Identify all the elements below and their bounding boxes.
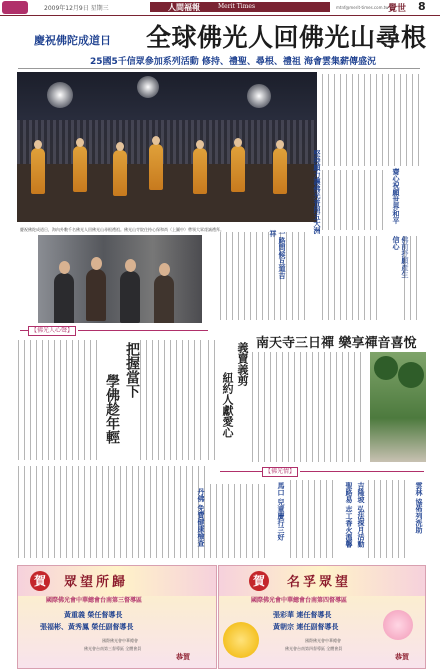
story-text-column bbox=[18, 340, 100, 460]
ad-org: 國際佛光會中華總會台南第四督導區 bbox=[251, 597, 348, 604]
flower-decoration bbox=[383, 610, 413, 640]
monastic-figure bbox=[113, 150, 127, 196]
monastic-figure bbox=[31, 148, 45, 194]
photo-caption: 慶祝佛陀成道日，海內外數千名佛光人回佛光山尋根禮祖。佛光山寺院住持心保和尚（上圖中）帶領大眾虔誠禮拜。 bbox=[20, 227, 224, 232]
ad-names-1: 張彩華 連任督導長 bbox=[273, 611, 332, 619]
masthead-rule bbox=[0, 15, 440, 16]
monastic-figure bbox=[231, 146, 245, 192]
center-headline-1: 義賣義剪 bbox=[236, 342, 249, 386]
lower-headline-4: 吉隆坡 弘法探月活動 bbox=[357, 482, 365, 548]
left-headline-1: 把握當下 bbox=[124, 342, 140, 398]
ad-names-2: 黃朝宗 連任副督導長 bbox=[273, 623, 339, 631]
section-tag-feeling: 【佛光情】 bbox=[262, 467, 298, 477]
story-text-column bbox=[322, 236, 382, 320]
tag-rule bbox=[220, 471, 262, 472]
side-headline-2: 堅持願力讓佛光普照五大洲 bbox=[313, 150, 321, 234]
story-text-column bbox=[210, 484, 268, 558]
attendee-figure bbox=[54, 273, 74, 323]
nantien-headline: 南天寺三日禪 樂享禪音喜悅 bbox=[256, 336, 417, 351]
ceiling-light bbox=[247, 84, 271, 108]
tag-rule bbox=[78, 330, 208, 331]
attendee-figure bbox=[86, 269, 106, 321]
brand-name: 人間福報 bbox=[168, 2, 200, 12]
tree-canopy bbox=[398, 362, 424, 388]
he-seal: 賀 bbox=[30, 571, 50, 591]
lower-headline-1: 丹佛 免費健康檢查 bbox=[197, 488, 205, 547]
story-text-column bbox=[290, 480, 336, 558]
masthead bbox=[0, 0, 440, 16]
tag-rule bbox=[300, 471, 424, 472]
story-text-column bbox=[140, 340, 206, 460]
flower-decoration bbox=[223, 622, 259, 658]
left-headline-2: 學佛趁年輕 bbox=[104, 374, 120, 444]
kicker: 慶祝佛陀成道日 bbox=[34, 34, 111, 47]
tree-canopy bbox=[374, 356, 398, 380]
lower-headline-2: 馬口 兒童慶行三好 bbox=[277, 482, 285, 541]
story-text-column bbox=[404, 236, 422, 320]
ceiling-light bbox=[47, 82, 73, 108]
story-text-column bbox=[18, 466, 206, 558]
ad-title: 名孚眾望 bbox=[287, 575, 352, 590]
he-seal: 賀 bbox=[249, 571, 269, 591]
center-headline-2: 紐約人獻愛心 bbox=[221, 372, 234, 438]
audience-crowd bbox=[17, 120, 317, 164]
tag-rule bbox=[20, 330, 28, 331]
congratulation-ad-right bbox=[218, 565, 426, 669]
stage-floor bbox=[17, 164, 317, 222]
issue-date: 2009年12月9日 星期三 bbox=[44, 5, 109, 12]
lower-headline-5: 雲林 協佈列洗助 bbox=[415, 482, 423, 534]
brand-name-en: Merit Times bbox=[218, 3, 256, 10]
ceremony-photo bbox=[17, 72, 317, 222]
congratulation-ad-left bbox=[17, 565, 217, 669]
story-text-column bbox=[252, 352, 364, 462]
story-text-column bbox=[368, 480, 408, 558]
ad-gong: 恭賀 bbox=[176, 653, 190, 661]
ad-title: 眾望所歸 bbox=[64, 575, 129, 590]
main-headline: 全球佛光人回佛光山尋根 bbox=[146, 23, 427, 52]
ad-fine-1: 國際佛光會中華總會 bbox=[305, 638, 341, 643]
ad-fine-1: 國際佛光會中華總會 bbox=[102, 638, 138, 643]
contact-email: mtnf@merit-times.com.tw bbox=[336, 5, 389, 10]
ad-fine-2: 佛光會台南第三督導區 全體會員 bbox=[84, 646, 142, 651]
sub-headline: 25國5千信眾參加系列活動 修持、禮聖、尋根、禮祖 海會雲集薪傳盛況 bbox=[90, 57, 377, 67]
section-tag-voices: 【佛光人心聲】 bbox=[28, 326, 76, 336]
monastic-figure bbox=[273, 148, 287, 194]
attendee-figure bbox=[154, 275, 174, 323]
story-text-column bbox=[220, 232, 308, 320]
ad-fine-2: 佛光會台南第四督導區 全體會員 bbox=[285, 646, 343, 651]
headline-rule bbox=[18, 68, 420, 69]
monastic-figure bbox=[193, 148, 207, 194]
ad-org: 國際佛光會中華總會台南第三督導區 bbox=[46, 597, 143, 604]
page-number: 8 bbox=[418, 0, 426, 13]
greeting-photo bbox=[38, 235, 202, 323]
ceiling-light bbox=[137, 76, 159, 98]
story-text-column bbox=[208, 340, 220, 460]
side-headline-3: 一路問候互道吉祥 bbox=[269, 230, 286, 279]
ad-names-1: 黃重義 榮任督導長 bbox=[64, 611, 123, 619]
story-text-column bbox=[322, 74, 420, 166]
section-name: 覺世 bbox=[388, 4, 407, 14]
ad-names-2: 張福彬、黃秀鳳 榮任副督導長 bbox=[40, 623, 134, 631]
side-headline-1: 齋心祝願世界和平 bbox=[392, 168, 400, 224]
newspaper-logo bbox=[2, 1, 28, 14]
meditation-retreat-photo bbox=[370, 352, 426, 462]
ad-gong: 恭賀 bbox=[395, 653, 409, 661]
monastic-figure bbox=[149, 144, 163, 190]
story-text-column bbox=[322, 170, 384, 230]
monastic-figure bbox=[73, 146, 87, 192]
side-headline-4: 佛前抒願產生信心 bbox=[392, 236, 409, 278]
attendee-figure bbox=[120, 271, 140, 323]
lower-headline-3: 聖路易 志工香火溫馨 bbox=[345, 482, 353, 548]
